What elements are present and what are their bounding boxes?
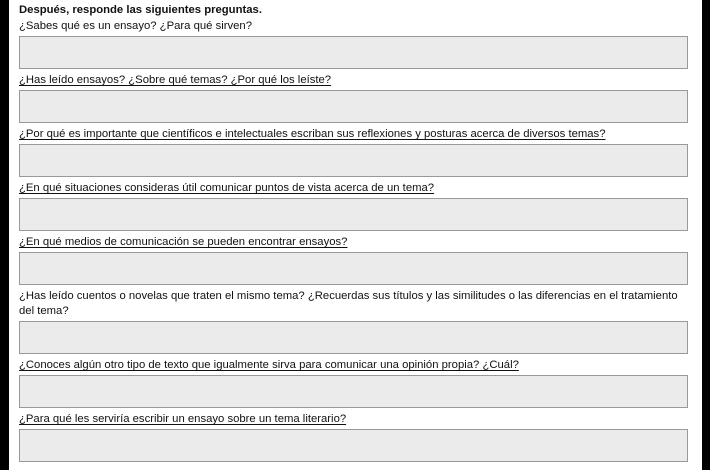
answer-box-6[interactable] <box>19 321 688 354</box>
answer-box-2[interactable] <box>19 90 688 123</box>
answer-box-8[interactable] <box>19 429 688 462</box>
answer-box-7[interactable] <box>19 375 688 408</box>
question-7: ¿Conoces algún otro tipo de texto que igualmente sirva para comunicar una opinión propia? ¿Cuál? <box>19 359 519 371</box>
question-5: ¿En qué medios de comunicación se pueden encontrar ensayos? <box>19 236 348 248</box>
answer-box-5[interactable] <box>19 252 688 285</box>
answer-box-3[interactable] <box>19 144 688 177</box>
worksheet-page <box>9 0 702 470</box>
question-3: ¿Por qué es importante que científicos e intelectuales escriban sus reflexiones y posturas acerca de diversos temas? <box>19 128 606 140</box>
question-2: ¿Has leído ensayos? ¿Sobre qué temas? ¿Por qué los leíste? <box>19 74 332 86</box>
question-8: ¿Para qué les serviría escribir un ensayo sobre un tema literario? <box>19 413 347 425</box>
question-4: ¿En qué situaciones consideras útil comunicar puntos de vista acerca de un tema? <box>19 182 435 194</box>
question-1: ¿Sabes qué es un ensayo? ¿Para qué sirven? <box>19 20 252 32</box>
answer-box-1[interactable] <box>19 36 688 69</box>
answer-box-4[interactable] <box>19 198 688 231</box>
instruction-heading: Después, responde las siguientes preguntas. <box>19 4 262 16</box>
question-6: ¿Has leído cuentos o novelas que traten el mismo tema? ¿Recuerdas sus títulos y las similitudes o las diferencias en el tratamiento del tema? <box>19 290 678 317</box>
